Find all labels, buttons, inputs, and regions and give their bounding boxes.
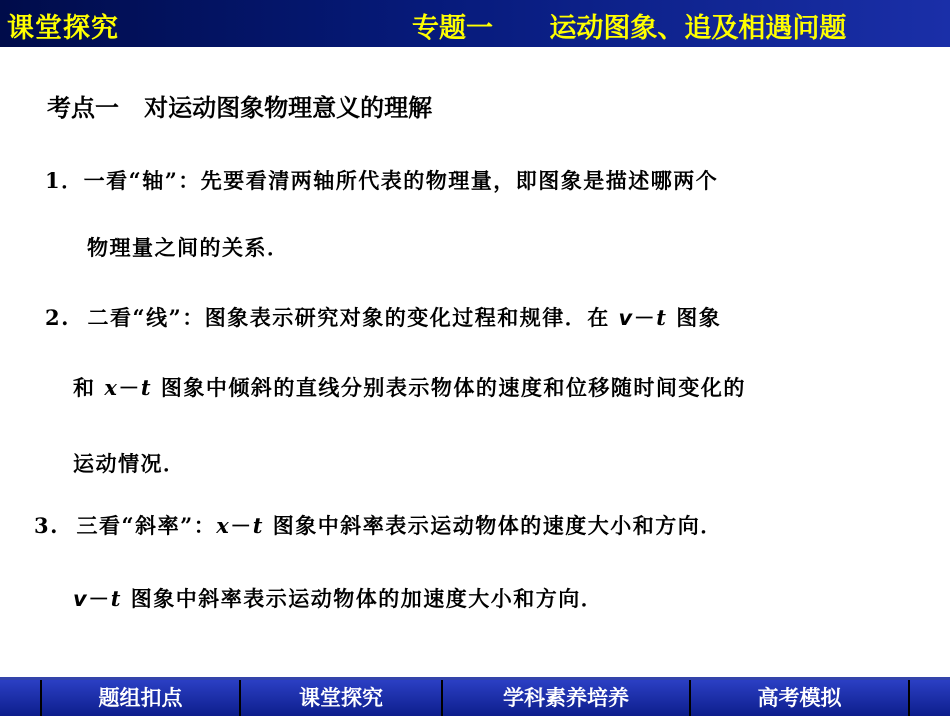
point-2-line-2-c: 图象中倾斜的直线分别表示物体的速度和位移随时间变化的: [152, 375, 746, 400]
minus-sign: －: [633, 305, 657, 330]
header-bar: [0, 0, 950, 47]
var-t: t: [656, 305, 668, 330]
point-2-line-2: [73, 372, 746, 402]
minus-sign: －: [88, 586, 111, 611]
point-3-text-a: 3. 三看“斜率”：: [34, 513, 217, 538]
tab-divider: [908, 680, 910, 716]
topic-title: 专题一 运动图象、追及相遇问题: [412, 13, 847, 44]
point-2-line-1: [45, 302, 721, 332]
var-v: v: [73, 587, 89, 611]
tab-literacy[interactable]: 学科素养培养: [503, 685, 629, 710]
point-2-text-a: 2. 二看“线”：图象表示研究对象的变化过程和规律．在: [45, 305, 619, 330]
point-3-line-2-c: 图象中斜率表示运动物体的加速度大小和方向．: [121, 586, 604, 611]
point-2-text-c: 图象: [667, 305, 722, 330]
minus-sign: －: [118, 375, 141, 400]
point-2-line-2-a: 和: [73, 375, 105, 400]
point-3-line-2: [73, 583, 603, 613]
point-1-line-1: 1．一看“轴”：先要看清两轴所代表的物理量，即图象是描述哪两个: [45, 168, 719, 193]
footer-tabs: [0, 680, 950, 716]
var-t: t: [140, 375, 153, 400]
point-2-line-3: 运动情况．: [73, 451, 186, 476]
minus-sign: －: [230, 513, 253, 538]
point-3-line-1: [34, 510, 723, 540]
var-x: x: [104, 375, 119, 400]
tab-exam-simulation[interactable]: 高考模拟: [757, 685, 842, 710]
tab-question-group[interactable]: 题组扣点: [98, 685, 183, 710]
var-v: v: [618, 306, 634, 330]
tab-class-inquiry[interactable]: 课堂探究: [299, 685, 383, 710]
point-1-line-2: 物理量之间的关系．: [87, 235, 290, 260]
point-3-text-c: 图象中斜率表示运动物体的速度大小和方向．: [263, 513, 723, 538]
var-t: t: [252, 513, 264, 538]
var-x: x: [216, 513, 231, 538]
page-title: 考点一 对运动图象物理意义的理解: [47, 94, 433, 122]
section-label: 课堂探究: [7, 13, 119, 44]
footer-nav: [0, 677, 950, 716]
var-t: t: [110, 586, 122, 611]
